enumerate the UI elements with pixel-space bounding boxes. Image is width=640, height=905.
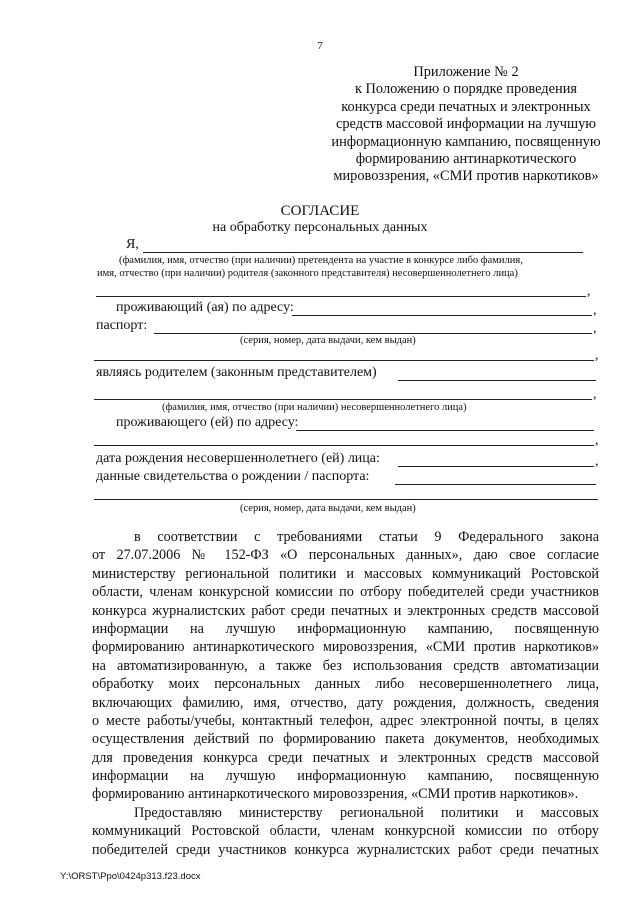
- name-note-2: имя, отчество (при наличии) родителя (законного представителя) несовершеннолетнего лица): [97, 268, 518, 279]
- comma: ,: [595, 348, 599, 363]
- appendix-line: средств массовой информации на лучшую: [335, 116, 597, 133]
- paragraph-line: коммуникаций Ростовской области, членам конкурсной комиссии по отбору: [92, 823, 599, 840]
- birth-date-line[interactable]: [398, 466, 594, 467]
- appendix-line: формированию антинаркотического: [355, 151, 577, 168]
- paragraph-line: в соответствии с требованиями статьи 9 Федерального закона: [134, 529, 599, 545]
- paragraph-line: для проведения конкурса среди печатных и электронных средств массовой: [92, 749, 599, 766]
- paragraph-line: Предоставляю министерству региональной политики и массовых: [134, 805, 599, 821]
- comma: ,: [587, 284, 591, 299]
- paragraph-line: формированию антинаркотического мировоззрения, «СМИ против наркотиков».: [92, 786, 579, 803]
- appendix-line: мировоззрения, «СМИ против наркотиков»: [333, 168, 599, 185]
- name-line-2[interactable]: [96, 296, 586, 297]
- name-line[interactable]: [143, 252, 583, 253]
- comma: ,: [593, 303, 597, 318]
- provision-paragraph: [92, 804, 599, 859]
- paragraph-line: министерству региональной политики и массовых коммуникаций Ростовской: [92, 565, 599, 582]
- comma: ,: [595, 433, 599, 448]
- consent-paragraph: [92, 528, 599, 804]
- paragraph-line: о месте работы/учебы, контактный телефон, адрес электронной почты, в целях: [92, 712, 599, 729]
- comma: ,: [595, 454, 599, 469]
- paragraph-line: включающих фамилию, имя, отчество, дату рождения, должность, сведения: [92, 694, 599, 711]
- paragraph-line: конкурса журналистских работ среди печатных и электронных средств массовой: [92, 602, 599, 619]
- birth-cert-line[interactable]: [395, 484, 596, 485]
- appendix-line: конкурса среди печатных и электронных: [341, 98, 591, 115]
- passport-note: (серия, номер, дата выдачи, кем выдан): [240, 335, 416, 346]
- birth-cert-line-2[interactable]: [94, 499, 598, 500]
- birth-date-label: дата рождения несовершеннолетнего (ей) лица:: [96, 451, 380, 466]
- birth-cert-label: данные свидетельства о рождении / паспорта:: [96, 469, 370, 484]
- paragraph-line: осуществления действий по формированию пакета документов, необходимых: [92, 731, 599, 748]
- comma: ,: [593, 321, 597, 336]
- file-path-footer: Y:\ORST\Ppo\0424p313.f23.docx: [60, 871, 201, 882]
- address-label: проживающий (ая) по адресу:: [116, 300, 294, 315]
- minor-address-label: проживающего (ей) по адресу:: [116, 415, 299, 430]
- paragraph-line: от 27.07.2006 № 152-ФЗ «О персональных данных», даю свое согласие: [92, 547, 599, 564]
- paragraph-line: победителей среди участников конкурса журналистских работ среди печатных: [92, 841, 599, 858]
- address-line[interactable]: [292, 315, 592, 316]
- page-number: 7: [317, 40, 323, 52]
- appendix-line: к Положению о порядке проведения: [354, 81, 578, 98]
- passport-line-2[interactable]: [94, 360, 594, 361]
- passport-line[interactable]: [154, 333, 592, 334]
- passport-label: паспорт:: [96, 318, 148, 333]
- i-label: Я,: [126, 237, 139, 252]
- parent-line[interactable]: [398, 380, 596, 381]
- appendix-line: информационную кампанию, посвященную: [331, 133, 601, 150]
- document-subtitle: на обработку персональных данных: [212, 220, 428, 235]
- document-title: СОГЛАСИЕ: [280, 203, 360, 219]
- paragraph-line: информации на лучшую информационную кампанию, посвященную: [92, 620, 599, 637]
- paragraph-line: формированию антинаркотического мировоззрения, «СМИ против наркотиков»: [92, 639, 599, 656]
- appendix-line: Приложение № 2: [413, 64, 519, 80]
- minor-name-note: (фамилия, имя, отчество (при наличии) несовершеннолетнего лица): [162, 402, 467, 413]
- birth-cert-note: (серия, номер, дата выдачи, кем выдан): [240, 503, 416, 514]
- appendix-header: [300, 64, 632, 186]
- name-note-1: (фамилия, имя, отчество (при наличии) претендента на участие в конкурсе либо фамилия,: [119, 255, 523, 266]
- paragraph-line: области, членам конкурсной комиссии по отбору победителей среди участников: [92, 584, 599, 601]
- parent-label: являясь родителем (законным представителем): [96, 365, 377, 380]
- minor-address-line[interactable]: [296, 430, 594, 431]
- paragraph-line: информации на лучшую информационную кампанию, посвященную: [92, 768, 599, 785]
- comma: ,: [593, 387, 597, 402]
- minor-name-line[interactable]: [94, 399, 592, 400]
- paragraph-line: на автоматизированную, а также без использования средств автоматизации: [92, 657, 599, 674]
- minor-address-line-2[interactable]: [94, 445, 594, 446]
- paragraph-line: обработку моих персональных данных либо несовершеннолетнего лица,: [92, 676, 599, 693]
